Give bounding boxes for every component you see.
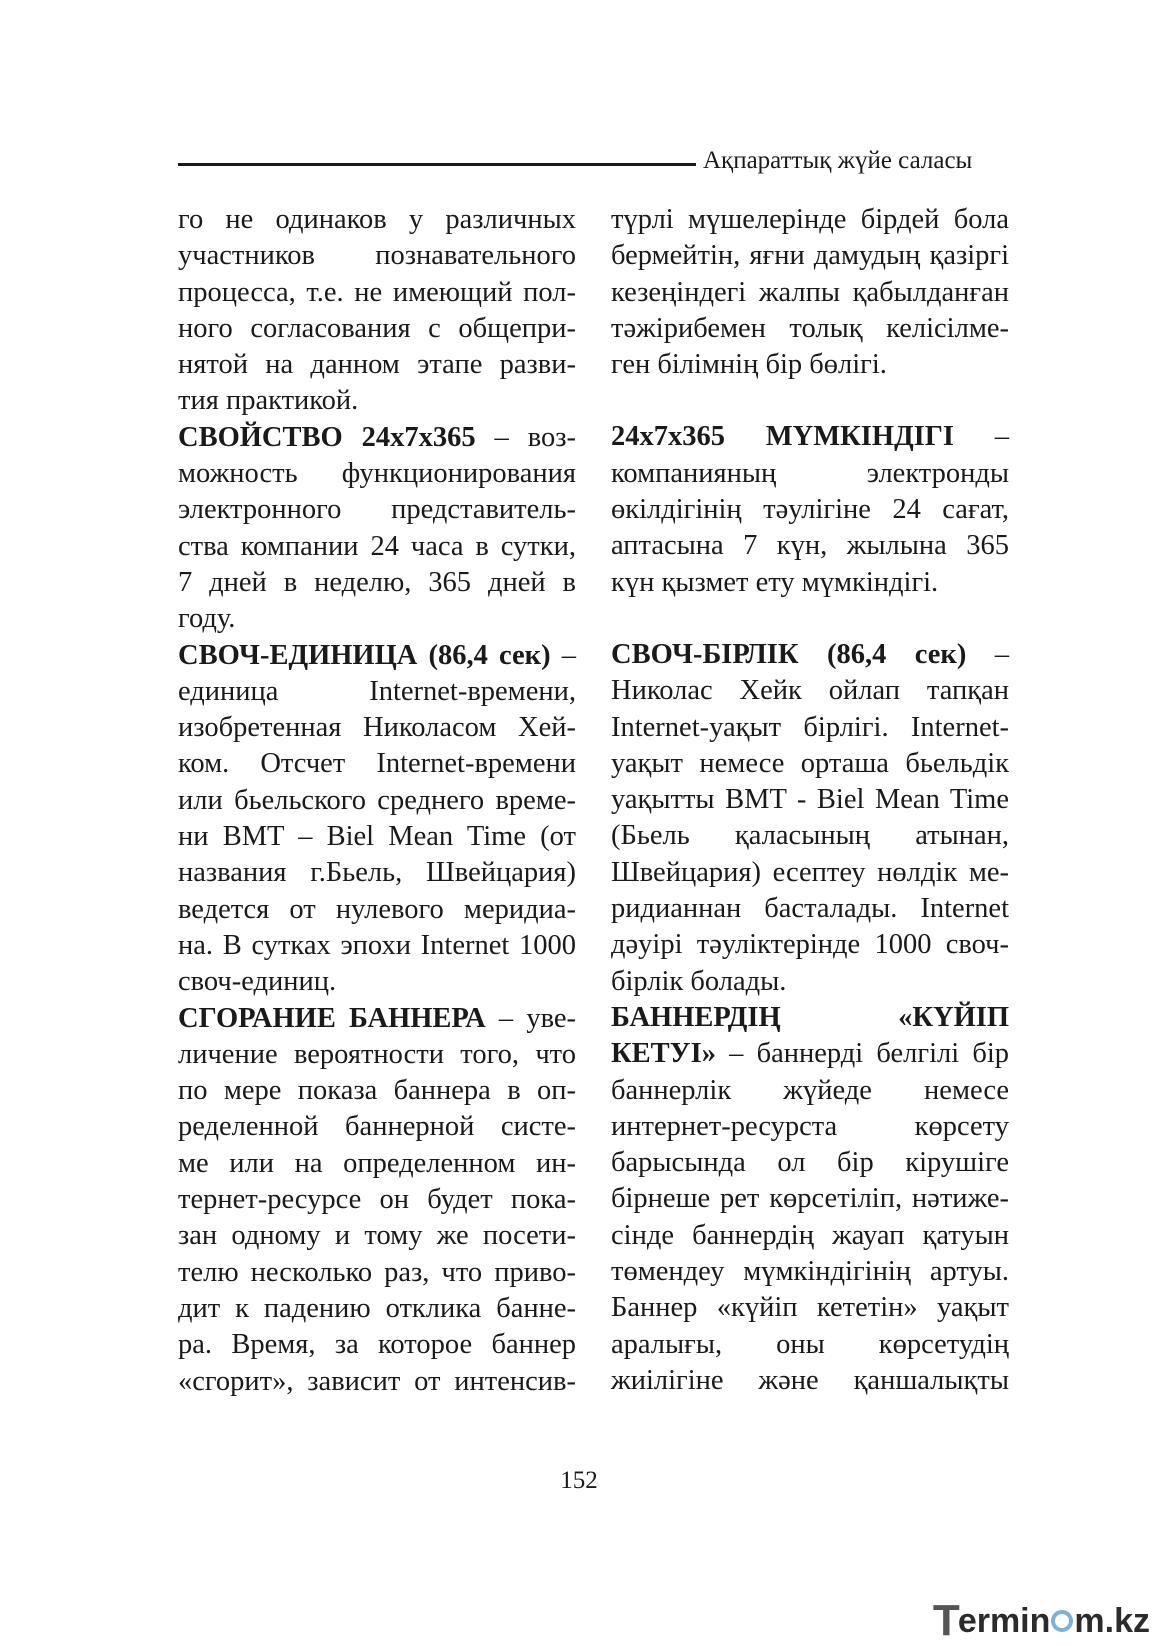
logo-text-part-2: m.kz — [1074, 1601, 1150, 1640]
text-line: нятой на данном этапе разви- — [178, 349, 576, 381]
text-line: Николас Хейк ойлап тапқан — [611, 675, 1009, 707]
text-line: Швейцария) есептеу нөлдік ме- — [611, 856, 1009, 888]
text-line: сінде баннердің жауап қатуын — [611, 1219, 1009, 1251]
text-line: аралығы, оны көрсетудің — [611, 1328, 1009, 1360]
page-number: 152 — [560, 1467, 598, 1494]
text-line: компанияның электронды — [611, 457, 1009, 489]
term-heading: СВОЧ-ЕДИНИЦА (86,4 сек) — [178, 639, 551, 671]
text-line: ни BMT – Biel Mean Time (от — [178, 821, 576, 853]
text-line: названия г.Бьель, Швейцария) — [178, 857, 576, 889]
term-line: СВОЙСТВО 24х7х365 – воз- — [178, 421, 576, 453]
text-line: ме или на определенном ин- — [178, 1147, 576, 1179]
text-line: барысында ол бір кірушіге — [611, 1147, 1009, 1179]
text-line: ределенной баннерной систе- — [178, 1111, 576, 1143]
text-line: төмендеу мүмкіндігінің артуы. — [611, 1256, 1009, 1288]
text-line: Баннер «күйіп кететін» уақыт — [611, 1292, 1009, 1324]
text-line: жиілігіне және қаншалықты — [611, 1364, 1009, 1396]
text-line: уақытты BMT - Biel Mean Time — [611, 784, 1009, 816]
text-line: своч-единиц. — [178, 966, 337, 998]
text-line: ства компании 24 часа в сутки, — [178, 530, 576, 562]
text-line: участников познавательного — [178, 240, 576, 272]
term-heading: СВОЙСТВО 24х7х365 — [178, 421, 476, 453]
text-line: кезеңіндегі жалпы қабылданған — [611, 276, 1009, 308]
text-line: тернет-ресурсе он будет пока- — [178, 1184, 576, 1216]
term-line: СГОРАНИЕ БАННЕРА – уве- — [178, 1002, 576, 1034]
header-rule — [178, 163, 696, 166]
term-heading: БАННЕРДІҢ «КҮЙІП — [611, 1001, 1009, 1033]
text-line: можность функционирования — [178, 458, 576, 490]
running-title: Ақпараттық жүйе саласы — [703, 147, 973, 174]
termincom-watermark-logo — [933, 1596, 1150, 1646]
term-line: СВОЧ-БІРЛІК (86,4 сек) – — [611, 638, 1009, 670]
term-line: КЕТУІ» – баннерді белгілі бір — [611, 1038, 1009, 1070]
text-line: ведется от нулевого меридиа- — [178, 893, 576, 925]
text-line: Internet-уақыт бірлігі. Internet- — [611, 711, 1009, 743]
text-line: го не одинаков у различных — [178, 204, 576, 235]
text-line: «сгорит», зависит от интенсив- — [178, 1365, 576, 1397]
text-line: баннерлік жүйеде немесе — [611, 1074, 1009, 1106]
term-heading: СГОРАНИЕ БАННЕРА — [178, 1002, 486, 1034]
text-line: (Бьель қаласының атынан, — [611, 820, 1009, 852]
text-line: күн қызмет ету мүмкіндігі. — [611, 566, 939, 598]
text-line: ридианнан басталады. Internet — [611, 893, 1009, 925]
right-column — [611, 202, 1009, 1399]
term-line — [611, 1000, 1009, 1036]
text-line: интернет-ресурста көрсету — [611, 1110, 1009, 1142]
paragraph-gap — [611, 601, 1009, 637]
text-line: бермейтін, яғни дамудың қазіргі — [611, 240, 1009, 272]
text-line: зан одному и тому же посети- — [178, 1220, 576, 1252]
term-heading: КЕТУІ» — [611, 1038, 716, 1070]
text-line: ген білімнің бір бөлігі. — [611, 349, 887, 381]
text-line: ного согласования с общепри- — [178, 312, 576, 344]
text-line: дәуірі тәуліктерінде 1000 своч- — [611, 929, 1009, 961]
text-line: по мере показа баннера в оп- — [178, 1075, 576, 1107]
text-line: бірлік болады. — [611, 965, 787, 997]
text-line: ком. Отсчет Internet-времени — [178, 748, 576, 780]
text-line: изобретенная Николасом Хей- — [178, 712, 576, 744]
text-line: личение вероятности того, что — [178, 1038, 576, 1070]
term-heading: СВОЧ-БІРЛІК (86,4 сек) — [611, 638, 967, 670]
text-line: году. — [178, 603, 236, 635]
text-line: бірнеше рет көрсетіліп, нәтиже- — [611, 1183, 1009, 1215]
text-line: аптасына 7 күн, жылына 365 — [611, 530, 1009, 562]
text-line: дит к падению отклика банне- — [178, 1292, 576, 1324]
text-line: ра. Время, за которое баннер — [178, 1329, 576, 1361]
logo-initial: T — [932, 1596, 960, 1645]
term-line: СВОЧ-ЕДИНИЦА (86,4 сек) – — [178, 639, 576, 671]
text-line: телю несколько раз, что приво- — [178, 1256, 576, 1288]
text-line: или бьельского среднего време- — [178, 784, 576, 816]
term-line: 24х7х365 МҮМКІНДІГІ – — [611, 421, 1010, 453]
text-line: түрлі мүшелерінде бірдей бола — [611, 204, 1009, 235]
paragraph-gap — [611, 383, 1009, 419]
term-heading: 24х7х365 МҮМКІНДІГІ — [611, 421, 954, 453]
logo-text-part-1: ermin — [957, 1601, 1051, 1640]
text-line: электронного представитель- — [178, 494, 576, 526]
text-line: процесса, т.е. не имеющий пол- — [178, 276, 576, 308]
text-line: единица Internet-времени, — [178, 675, 576, 707]
text-line: уақыт немесе орташа бьельдік — [611, 747, 1009, 779]
left-column — [178, 202, 576, 1400]
text-line: тия практикой. — [178, 385, 359, 417]
text-line: өкілдігінің тәулігіне 24 сағат, — [611, 494, 1009, 526]
text-line: на. В сутках эпохи Internet 1000 — [178, 929, 576, 961]
text-line: 7 дней в неделю, 365 дней в — [178, 566, 576, 598]
text-line: тәжірибемен толық келісілме- — [611, 312, 1009, 344]
logo-ring-icon — [1051, 1610, 1073, 1632]
